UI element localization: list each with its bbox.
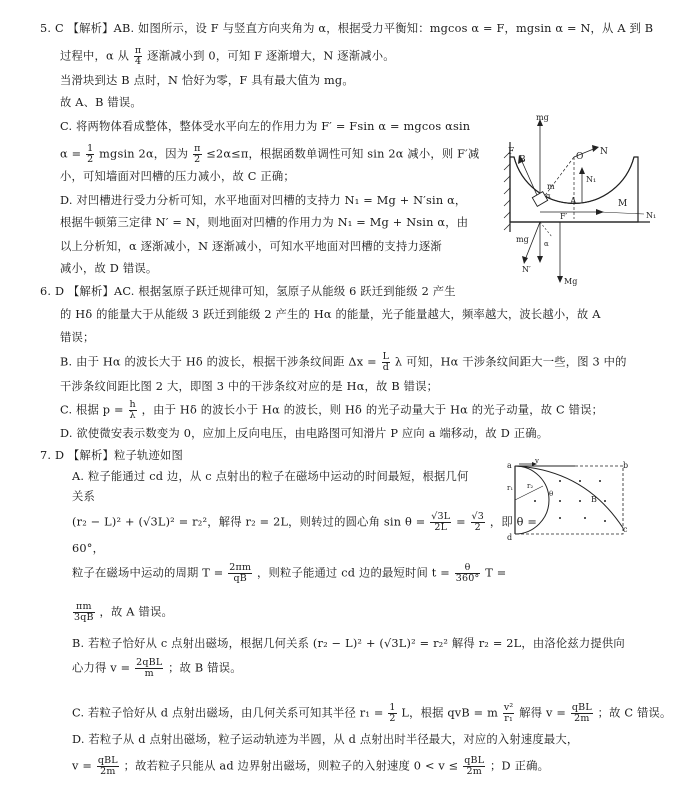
q6-line-5: 干涉条纹间距比图 2 大，即图 3 中的干涉条纹对应的是 Hα，故 B 错误； [60, 380, 439, 393]
label-F: F [508, 147, 515, 157]
fraction: $\frac{L}{d}$ [382, 351, 390, 373]
q6-line-6: C. 根据 p = $\frac{h}{\lambda}$ ，由于 Hδ 的波长小于 Hα 的波长，则 Hδ 的光子动量大于 Hα 的光子动量，故 C 错误； [60, 399, 604, 421]
label-B-field: B [591, 495, 597, 504]
q7-line-2: A. 粒子能通过 cd 边，从 c 点射出的粒子在磁场中运动的时间最短，根据几何 [72, 470, 469, 483]
q7-line-6: 粒子在磁场中运动的周期 T = $\frac{2\pi m}{qB}$ ，则粒子能通过 cd 边的最短时间 t = $\frac{\theta}{360^\circ}$ T = [72, 562, 507, 584]
q7-line-4: (r₂ − L)² + (√3L)² = r₂²，解得 r₂ = 2L，则转过的圆心角 sin θ = $\frac{√3L}{2L}$ = $\frac{√3}{2}$ ，即 θ = [72, 511, 538, 533]
label-N1: N₁ [646, 211, 657, 220]
q6-line-4: B. 由于 Hα 的波长大于 Hδ 的波长，根据干涉条纹间距 Δx = $\frac{L}{d}$ λ 可知，Hα 干涉条纹间距大一些，图 3 中的 [60, 351, 627, 373]
label-m: m [547, 182, 555, 191]
fraction: $\frac{h}{\lambda}$ [129, 399, 136, 421]
q5-line-9: 根据牛顿第三定律 N′ = N，则地面对凹槽的作用力为 N₁ = Mg + Nsin α，由 [60, 216, 469, 229]
q7-line-11: D. 若粒子从 d 点射出磁场，粒子运动轨迹为半圆，从 d 点射出时半径最大，对应的入射速度最大， [72, 733, 579, 746]
q5-line-2: 过程中，α 从 $\frac{\pi}{4}$ 逐渐减小到 0，可知 F 逐渐增大，N 逐渐减小。 [60, 45, 395, 67]
label-N: N [600, 147, 608, 157]
q7-line-1: 7. D 【解析】粒子轨迹如图 [40, 449, 183, 462]
fraction: $\frac{\text{qBL}}{2m}$ [571, 702, 592, 724]
label-r2: r₂ [527, 482, 534, 490]
fraction: $\frac{1}{2}$ [389, 702, 396, 724]
label-a: a [507, 461, 512, 470]
label-A: A [570, 197, 577, 207]
label-N1-small: N₁ [586, 175, 597, 184]
label-mg: mg [536, 113, 549, 122]
q7-line-9: 心力得 v = $\frac{\text{2qBL}}{m}$ ；故 B 错误。 [72, 657, 242, 679]
q7-line-7: $\frac{\pi m}{3qB}$ ，故 A 错误。 [74, 601, 173, 623]
fraction: $\frac{2\pi m}{qB}$ [229, 562, 252, 584]
q6-line-3: 错误； [60, 331, 95, 344]
q5-line-10: 以上分析知，α 逐渐减小，N 逐渐减小，可知水平地面对凹槽的支持力逐渐 [60, 240, 442, 253]
q5-line-8: D. 对凹槽进行受力分析可知，水平地面对凹槽的支持力 N₁ = Mg + N′sin α， [60, 194, 467, 207]
label-F-prime: F′ [560, 212, 568, 221]
label-O: O [576, 152, 584, 162]
label-r1: r₁ [507, 484, 514, 492]
q5-line-1: 5. C 【解析】AB. 如图所示，设 F 与竖直方向夹角为 α，根据受力平衡知：mgcos α = F，mgsin α = N，从 A 到 B [40, 22, 654, 35]
fraction: $\frac{\text{2qBL}}{m}$ [136, 657, 163, 679]
fraction: $\frac{\pi}{4}$ [134, 45, 142, 67]
q6-line-1: 6. D 【解析】AC. 根据氢原子跃迁规律可知，氢原子从能级 6 跃迁到能级 2 产生 [40, 285, 456, 298]
label-b: b [623, 461, 629, 470]
label-v: v [535, 457, 539, 465]
q5-line-6: α = $\frac{1}{2}$ mgsin 2α，因为 $\frac{\pi}{2}$ ≤2α≤π，根据函数单调性可知 sin 2α 减小，则 F′减 [60, 143, 480, 165]
label-B: B [519, 155, 526, 165]
fraction: $\frac{√3L}{2L}$ [431, 511, 451, 533]
fraction: $\frac{\text{qBL}}{2m}$ [464, 755, 485, 777]
q7-line-8: B. 若粒子恰好从 c 点射出磁场，根据几何关系 (r₂ − L)² + (√3L)² = r₂² 解得 r₂ = 2L，由洛伦兹力提供向 [72, 637, 625, 650]
fraction: $\frac{\text{v²}}{\text{r₁}}$ [503, 702, 514, 724]
q5-force-diagram [500, 112, 658, 287]
q7-line-12: v = $\frac{\text{qBL}}{2m}$ ；故若粒子只能从 ad 边界射出磁场，则粒子的入射速度 0 < v ≤ $\frac{\text{qBL}}{2m}$ ；D 正确。 [72, 755, 550, 777]
fraction: $\frac{√3}{2}$ [471, 511, 485, 533]
label-N-prime: N′ [522, 265, 531, 274]
label-alpha-2: α [544, 240, 549, 248]
fraction: $\frac{\theta}{360^\circ}$ [455, 562, 480, 584]
label-theta: θ [549, 490, 554, 498]
q5-line-5: C. 将两物体看成整体，整体受水平向左的作用力为 F′ = Fsin α = mgcos αsin [60, 120, 471, 133]
q7-line-10: C. 若粒子恰好从 d 点射出磁场，由几何关系可知其半径 r₁ = $\frac{1}{2}$ L，根据 qvB = m $\frac{\text{v²}}{\text{r₁}}$ 解得 v = $\frac{\text{qBL}}{2m}$ ；故 C 错误。 [72, 702, 672, 724]
q6-line-2: 的 Hδ 的能量大于从能级 3 跃迁到能级 2 产生的 Hα 的能量，光子能量越大，频率越大，波长越小，故 A [60, 308, 601, 321]
label-M: M [618, 199, 628, 209]
fraction: $\frac{\text{qBL}}{2m}$ [97, 755, 118, 777]
q5-line-3: 当滑块到达 B 点时，N 恰好为零，F 具有最大值为 mg。 [60, 74, 354, 87]
q5-line-7: 小，可知墙面对凹槽的压力减小，故 C 正确； [60, 170, 295, 183]
label-mg-bottom: mg [516, 235, 529, 244]
q7-line-5: 60°， [72, 542, 105, 555]
q7-trajectory-diagram [505, 456, 630, 546]
fraction: $\frac{\pi}{2}$ [194, 143, 201, 165]
label-c: c [623, 525, 628, 534]
label-d: d [507, 533, 513, 542]
q5-line-4: 故 A、B 错误。 [60, 96, 142, 109]
label-Mg: Mg [564, 277, 578, 286]
q7-line-3: 关系 [72, 490, 95, 503]
fraction: $\frac{\pi m}{3qB}$ [74, 601, 94, 623]
q6-line-7: D. 欲使微安表示数变为 0，应加上反向电压，由电路图可知滑片 P 应向 a 端移动，故 D 正确。 [60, 427, 549, 440]
q5-line-11: 减小，故 D 错误。 [60, 262, 158, 275]
label-alpha: α [546, 192, 551, 200]
fraction: $\frac{1}{2}$ [87, 143, 94, 165]
